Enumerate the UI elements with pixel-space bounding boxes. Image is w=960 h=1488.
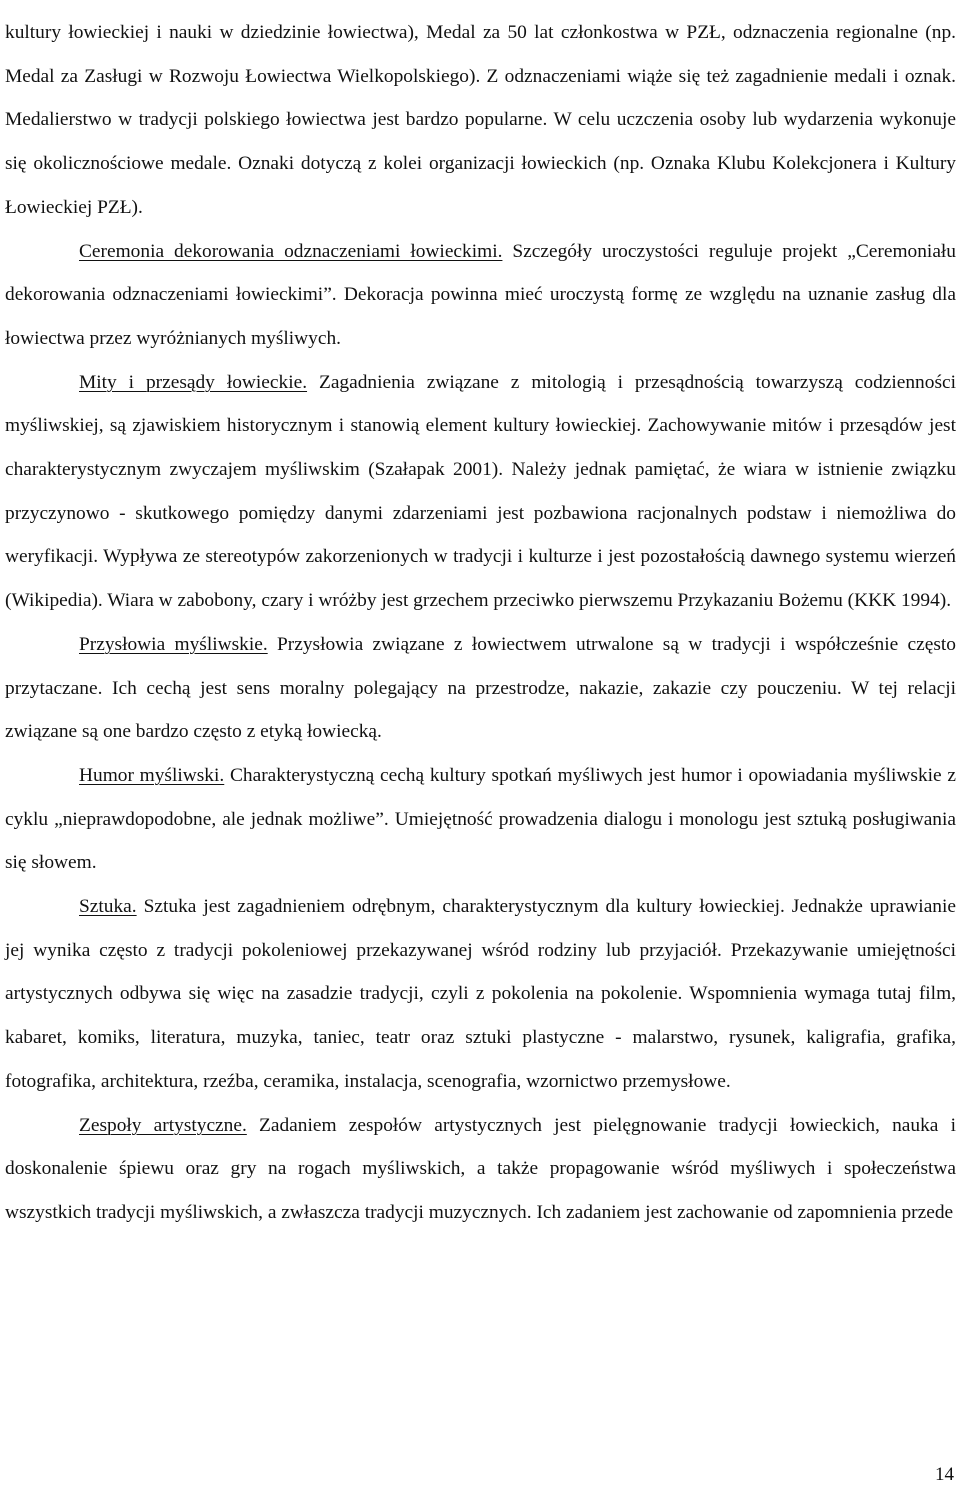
section-zespoly — [5, 1104, 956, 1235]
section-body: Charakterystyczną cechą kultury spotkań myśliwych jest humor i opowiadania myśliwskie z cyklu „nieprawdopodobne, ale jednak możliwe”. Umiejętność prowadzenia dialogu i monologu jest sztuką posługiwania się słowem. — [5, 764, 956, 874]
section-heading: Sztuka. — [79, 896, 137, 918]
section-body: Zagadnienia związane z mitologią i przesądnością towarzyszą codzienności myśliwskiej, są zjawiskiem historycznym i stanowią element kultury łowieckiej. Zachowywanie mitów i przesądów jest charakterystycznym zwyczajem myśliwskim (Szałapak 2001). Należy jednak pamiętać, że wiara w istnienie związku przyczynowo - skutkowego pomiędzy danymi zdarzeniami jest pozbawiona racjonalnych podstaw i niemożliwa do weryfikacji. Wypływa ze stereotypów zakorzenionych w tradycji i kulturze i jest pozostałością dawnego systemu wierzeń (Wikipedia). Wiara w zabobony, czary i wróżby jest grzechem przeciwko pierwszemu Przykazaniu Bożemu (KKK 1994). — [5, 371, 956, 612]
section-mity — [5, 361, 956, 623]
section-sztuka — [5, 885, 956, 1104]
section-ceremonia — [5, 230, 956, 361]
section-body: Przysłowia związane z łowiectwem utrwalone są w tradycji i współcześnie często przytaczane. Ich cechą jest sens moralny polegający na przestrodze, nakazie, zakazie czy pouczeniu. W tej relacji związane są one bardzo często z etyką łowiecką. — [5, 633, 957, 743]
page-number: 14 — [935, 1464, 954, 1485]
section-heading: Ceremonia dekorowania odznaczeniami łowieckimi. — [79, 240, 503, 262]
section-body: Zadaniem zespołów artystycznych jest pielęgnowanie tradycji łowieckich, nauka i doskonalenie śpiewu oraz gry na rogach myśliwskich, a także propagowanie wśród myśliwych i społeczeństwa wszystkich tradycji myśliwskich, a zwłaszcza tradycji muzycznych. Ich zadaniem jest zachowanie od zapomnienia przede — [5, 1114, 956, 1223]
section-przyslowia — [5, 623, 956, 754]
section-heading: Humor myśliwski. — [79, 764, 225, 786]
section-heading: Mity i przesądy łowieckie. — [79, 371, 308, 393]
document-page — [5, 0, 956, 1235]
section-heading: Przysłowia myśliwskie. — [79, 633, 268, 655]
section-humor — [5, 754, 956, 885]
intro-paragraph: kultury łowieckiej i nauki w dziedzinie łowiectwa), Medal za 50 lat członkostwa w PZŁ, odznaczenia regionalne (np. Medal za Zasługi w Rozwoju Łowiectwa Wielkopolskiego). Z odznaczeniami wiąże się też zagadnienie medali i oznak. Medalierstwo w tradycji polskiego łowiectwa jest bardzo popularne. W celu uczczenia osoby lub wydarzenia wykonuje się okolicznościowe medale. Oznaki dotyczą z kolei organizacji łowieckich (np. Oznaka Klubu Kolekcjonera i Kultury Łowieckiej PZŁ). — [5, 22, 956, 218]
section-body: Szczegóły uroczystości reguluje projekt „Ceremoniału dekorowania odznaczeniami łowieckimi”. Dekoracja powinna mieć uroczystą formę ze względu na uznanie zasług dla łowiectwa przez wyróżnianych myśliwych. — [5, 240, 957, 349]
section-heading: Zespoły artystyczne. — [79, 1114, 247, 1136]
section-body: Sztuka jest zagadnieniem odrębnym, charakterystycznym dla kultury łowieckiej. Jednakże uprawianie jej wynika często z tradycji pokoleniowej przekazywanej wśród rodziny lub przyjaciół. Przekazywanie umiejętności artystycznych odbywa się więc na zasadzie tradycji, czyli z pokolenia na pokolenie. Wspomnienia wymaga tutaj film, kabaret, komiks, literatura, muzyka, taniec, teatr oraz sztuki plastyczne - malarstwo, rysunek, kaligrafia, grafika, fotografika, architektura, rzeźba, ceramika, instalacja, scenografia, wzornictwo przemysłowe. — [5, 896, 956, 1092]
